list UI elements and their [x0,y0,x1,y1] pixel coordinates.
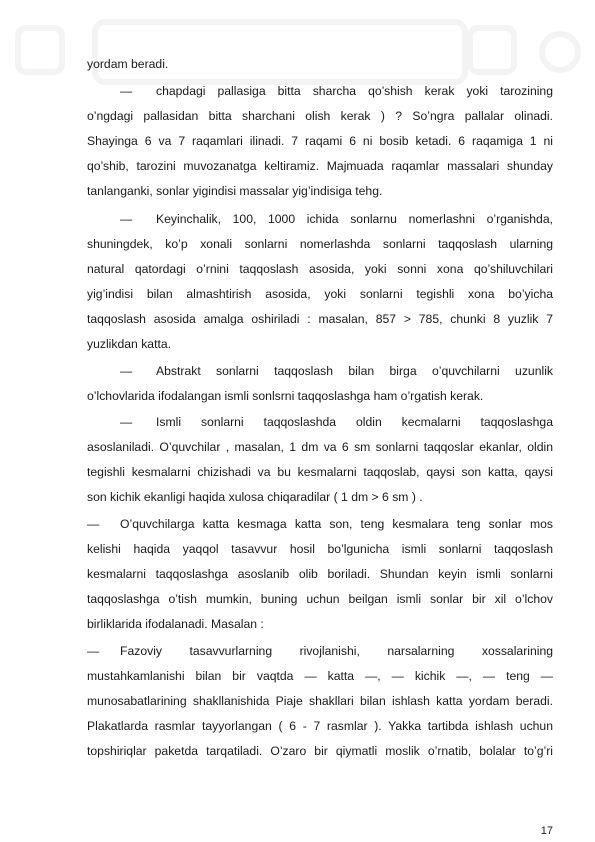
text-line: Abstrakt sonlarni taqqoslash bilan birga o’quvchilarni uzunlik [156,364,553,378]
text-line: Fazoviy tasavvurlarning rivojlanishi, narsalarning xossalarining [120,644,553,658]
text-line: o’lchovlarida ifodalangan ismli sonlsrni taqqoslashga ham o’rgatish kerak. [87,389,484,403]
text-line: yordam beradi. [87,57,169,71]
text-line: mustahkamlanishi bilan bir vaqtda — katta —, — kichik —, — teng — [87,669,553,683]
text-line: munosabatlarining shakllanishida Piaje shakllari bilan ishlash katta yordam beradi. [87,694,553,708]
dash-marker: — [120,364,133,378]
text-line: Ismli sonlarni taqqoslashda oldin kecmalarni taqqoslashga [156,415,553,429]
text-line: son kichik ekanligi haqida xulosa chiqaradilar ( 1 dm > 6 sm ) . [87,490,423,504]
text-line: yig’indisi bilan almashtirish asosida, yoki sonlarni tegishli xona bo’yicha [87,287,553,301]
text-line: yuzlikdan katta. [87,337,172,351]
text-line: birliklarida ifodalanadi. Masalan : [87,617,264,631]
text-line: shuningdek, ko’p xonali sonlarni nomerlashda sonlarni taqqoslash ularning [87,237,553,251]
dash-marker: — [120,415,133,429]
text-line: chapdagi pallasiga bitta sharcha qo’shish kerak yoki tarozining [156,84,553,98]
page-number: 17 [540,825,553,837]
text-line: tegishli kesmalarni chizishadi va bu kesmalarni taqqoslab, qaysi son katta, qaysi [87,465,553,479]
text-line: kesmalarni taqqoslashga asoslanib olib boriladi. Shundan keyin ismli sonlarni [87,567,553,581]
dash-marker: — [120,212,133,226]
dash-marker: — [120,84,133,98]
text-line: Shayinga 6 va 7 raqamlari ilinadi. 7 raqami 6 ni bosib ketadi. 6 raqamiga 1 ni [87,134,553,148]
text-line: o’ngdagi pallasidan bitta sharchani olish kerak ) ? So’ngra pallalar olinadi. [87,109,553,123]
text-line: natural qatordagi o’rnini taqqoslash asosida, yoki sonni xona qo’shiluvchilari [87,262,553,276]
text-line: taqqoslashga o’tish mumkin, buning uchun beilgan ismli sonlar bir xil o’lchov [87,592,553,606]
text-line: Keyinchalik, 100, 1000 ichida sonlarnu nomerlashni o’rganishda, [156,212,553,226]
dash-marker: — [87,517,100,531]
text-line: asoslaniladi. O’quvchilar , masalan, 1 dm va 6 sm sonlarni taqqoslar ekanlar, oldin [87,440,553,454]
text-line: kelishi haqida yaqqol tasavvur hosil bo’lgunicha ismli sonlarni taqqoslash [87,542,553,556]
text-line: qo’shib, tarozini muvozanatga keltiramiz. Majmuada raqamlar massalari shunday [87,159,553,173]
text-line: O’quvchilarga katta kesmaga katta son, teng kesmalara teng sonlar mos [120,517,553,531]
text-line: tanlanganki, sonlar yigindisi massalar yig’indisiga tehg. [87,184,383,198]
dash-marker: — [87,644,100,658]
text-line: taqqoslash asosida amalga oshiriladi : masalan, 857 > 785, chunki 8 yuzlik 7 [87,312,553,326]
text-line: Plakatlarda rasmlar tayyorlangan ( 6 - 7 rasmlar ). Yakka tartibda ishlash uchun [87,719,553,733]
text-line: topshiriqlar paketda tarqatiladi. O’zaro bir qiymatli moslik o’rnatib, bolalar to’g’ri [87,744,553,758]
